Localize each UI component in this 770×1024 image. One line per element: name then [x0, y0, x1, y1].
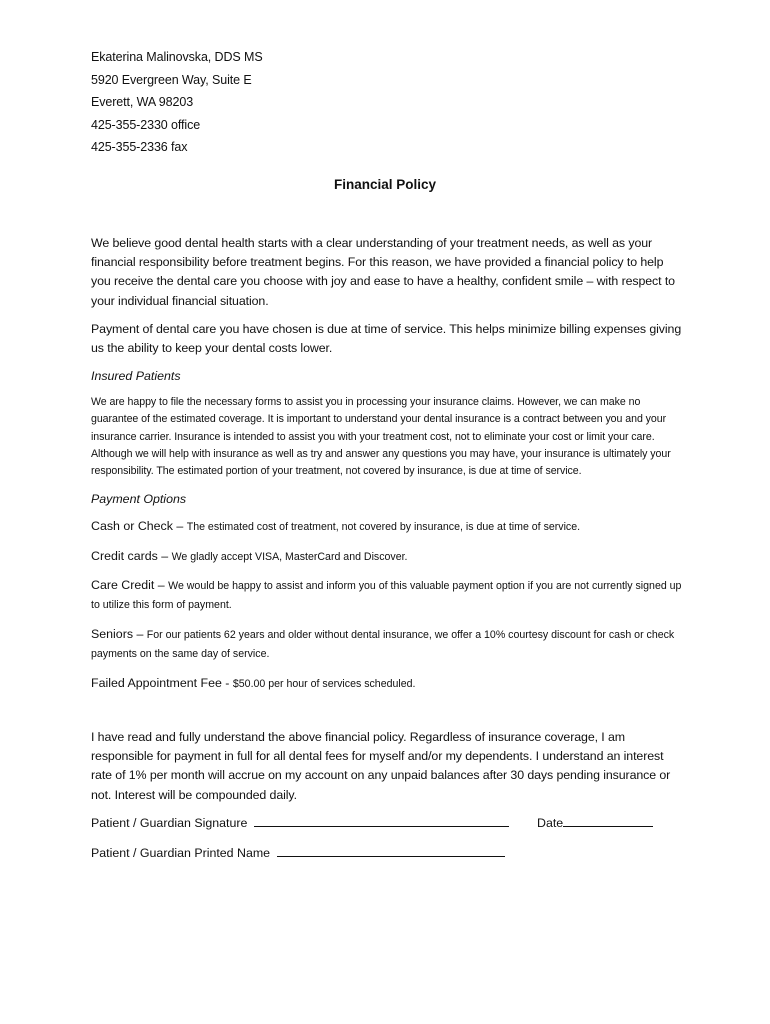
option-text: For our patients 62 years and older without dental insurance, we offer a 10% courtesy discount for cash or check payments on the same day of service. — [91, 628, 675, 661]
document-title: Financial Policy — [333, 177, 437, 192]
date-label: Date — [537, 815, 564, 830]
spacer — [91, 703, 683, 728]
city-state-zip: Everett, WA 98203 — [91, 95, 194, 110]
option-text: We gladly accept VISA, MasterCard and Discover. — [171, 550, 408, 563]
option-label: Credit cards – — [91, 548, 172, 563]
payment-option-seniors — [91, 625, 683, 664]
letterhead — [91, 46, 263, 159]
payment-option-care-credit — [91, 576, 683, 615]
option-text: We would be happy to assist and inform you of this valuable payment option if you are not currently signed up to utilize this form of payment. — [91, 580, 682, 612]
option-label: Cash or Check – — [91, 519, 187, 534]
insured-patients-text: We are happy to file the necessary forms to assist you in processing your insurance claims. However, we can make no guarantee of the estimated coverage. It is important to understand your dental insurance is a contract between you and your insurance carrier. Insurance is intended to assist you with your treatment cost, not to eliminate your cost or limit your care. Although we will help with insurance as well as try and answer any questions you may have, your insurance is ultimately your responsibility. The estimated portion of your treatment, not covered by insurance, is due at time of service. — [91, 396, 671, 478]
option-text: $50.00 per hour of services scheduled. — [232, 677, 416, 690]
payment-option-cash — [91, 517, 683, 536]
intro-paragraph: We believe good dental health starts with a clear understanding of your treatment needs, as well as your financial responsibility before treatment begins. For this reason, we have provided a financial policy to help you receive the dental care you choose with joy and ease to have a healthy, confident smile – with respect to your individual financial situation. — [91, 236, 675, 308]
printed-name-label: Patient / Guardian Printed Name — [91, 845, 271, 860]
printed-name-field[interactable] — [277, 844, 505, 857]
payment-option-credit-cards — [91, 547, 683, 566]
office-phone: 425-355-2330 office — [91, 117, 201, 132]
payment-options-heading: Payment Options — [91, 492, 187, 507]
date-field[interactable] — [563, 814, 653, 827]
signature-field[interactable] — [254, 814, 509, 827]
date-group — [537, 814, 653, 833]
policy-body — [91, 234, 683, 874]
option-label: Seniors – — [91, 626, 147, 641]
option-label: Care Credit – — [91, 578, 169, 593]
option-text: The estimated cost of treatment, not covered by insurance, is due at time of service. — [186, 521, 581, 534]
practitioner-name: Ekaterina Malinovska, DDS MS — [91, 50, 263, 64]
printed-name-row — [91, 844, 683, 863]
option-label: Failed Appointment Fee - — [91, 675, 233, 690]
payment-due-paragraph: Payment of dental care you have chosen is due at time of service. This helps minimize billing expenses giving us the ability to keep your dental costs lower. — [91, 321, 682, 356]
acknowledgement-paragraph: I have read and fully understand the above financial policy. Regardless of insurance coverage, I am responsible for payment in full for all dental fees for myself and/or my dependents. I understand an interest rate of 1% per month will accrue on my account on any unpaid balances after 30 days pending insurance or not. Interest will be compounded daily. — [91, 730, 671, 802]
signature-label: Patient / Guardian Signature — [91, 815, 248, 830]
insured-patients-heading: Insured Patients — [91, 369, 181, 384]
fax-number: 425-355-2336 fax — [91, 140, 188, 155]
signature-row — [91, 814, 683, 833]
failed-appointment-fee — [91, 674, 683, 693]
street-address: 5920 Evergreen Way, Suite E — [91, 72, 252, 87]
